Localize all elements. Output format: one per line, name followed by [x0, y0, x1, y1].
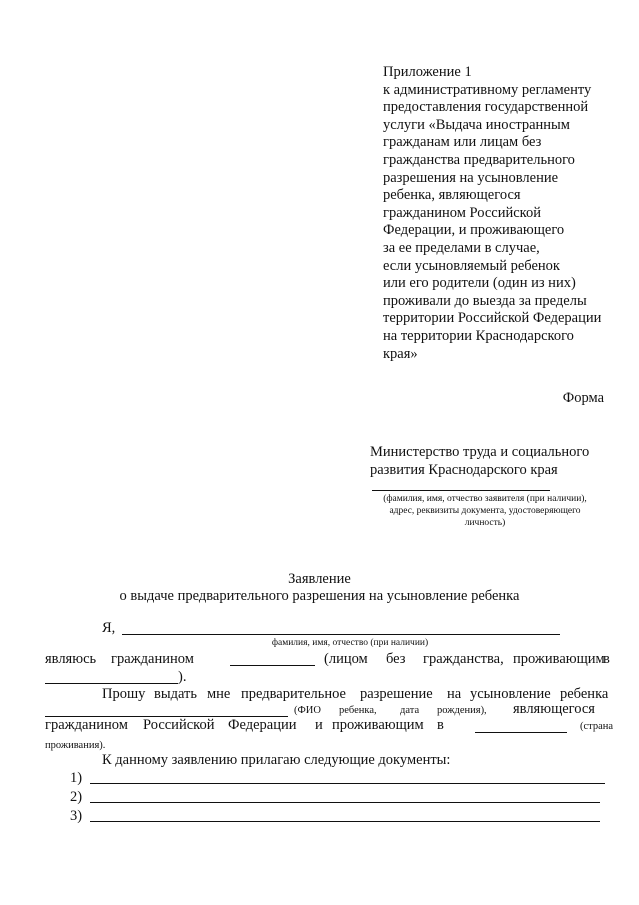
child-hint: ребенка,	[339, 705, 377, 716]
line3-word: Федерации	[228, 717, 297, 733]
request-word: усыновление	[470, 686, 551, 702]
annex-line: за ее пределами в случае,	[383, 239, 540, 256]
child-hint: рождения),	[437, 705, 487, 716]
child-word: являющегося	[513, 701, 595, 717]
country-hint: (страна	[580, 721, 614, 732]
attachment-number: 2)	[70, 789, 83, 805]
attachment-number: 3)	[70, 808, 83, 824]
attachment-field-1[interactable]	[90, 783, 605, 784]
applicant-caption-1: (фамилия, имя, отчество заявителя (при наличии),	[383, 494, 587, 504]
addressee-block	[370, 443, 589, 479]
request-word: разрешение	[360, 686, 433, 702]
attachment-field-2[interactable]	[90, 802, 600, 803]
line3-word: гражданином	[45, 717, 128, 733]
annex-line: услуги «Выдача иностранным	[383, 116, 570, 133]
applicant-caption-3: личность)	[464, 518, 506, 528]
applicant-caption-2: адрес, реквизиты документа, удостоверяющего	[389, 506, 581, 516]
document-subtitle: о выдаче предварительного разрешения на усыновление ребенка	[119, 588, 520, 604]
annex-line: или его родители (один из них)	[383, 275, 576, 292]
form-label: Форма	[562, 390, 604, 406]
request-word: Прошу	[102, 686, 146, 702]
annex-line: территории Российской Федерации	[383, 310, 602, 327]
annex-line: разрешения на усыновление	[383, 169, 559, 186]
annex-line: предоставления государственной	[383, 99, 589, 116]
document-title: Заявление	[288, 571, 351, 587]
annex-line: гражданам или лицам без	[383, 134, 542, 151]
attachments-heading: К данному заявлению прилагаю следующие документы:	[102, 752, 451, 768]
addressee-line-2: развития Краснодарского края	[370, 462, 558, 478]
citizen-word: гражданства,	[423, 651, 504, 667]
annex-line: к административному регламенту	[383, 81, 592, 98]
request-word: на	[447, 686, 462, 702]
annex-line: гражданства предварительного	[383, 151, 575, 168]
request-word: мне	[207, 686, 231, 702]
annex-line: проживали до выезда за пределы	[383, 292, 587, 309]
child-hint: (ФИО	[294, 705, 321, 716]
country-hint: проживания).	[45, 740, 106, 751]
attachment-number: 1)	[70, 770, 83, 786]
annex-block	[383, 64, 623, 363]
citizenship-field[interactable]	[230, 665, 315, 666]
citizen-word: без	[386, 651, 406, 667]
addressee-line-1: Министерство труда и социального	[370, 444, 590, 460]
applicant-data-field[interactable]	[372, 490, 550, 491]
citizen-word: (лицом	[324, 651, 368, 667]
citizen-word: являюсь	[45, 651, 97, 667]
annex-line: если усыновляемый ребенок	[383, 257, 560, 274]
request-word: выдать	[154, 686, 197, 702]
residence-country-field[interactable]	[45, 683, 178, 684]
attachment-field-3[interactable]	[90, 821, 600, 822]
ya-label: Я,	[102, 620, 116, 636]
applicant-name-field[interactable]	[122, 634, 560, 635]
annex-line: края»	[383, 345, 418, 362]
annex-line: на территории Краснодарского	[383, 327, 574, 344]
annex-line: гражданином Российской	[383, 204, 541, 221]
annex-line: Приложение 1	[383, 64, 472, 80]
citizen-word: проживающим	[513, 651, 605, 667]
citizen-word: гражданином	[111, 651, 194, 667]
request-word: ребенка	[560, 686, 609, 702]
line3-word: и	[315, 717, 323, 733]
annex-line: ребенка, являющегося	[383, 187, 521, 204]
closing-bracket: ).	[178, 669, 187, 685]
line3-word: проживающим	[332, 717, 424, 733]
citizen-word: в	[603, 651, 610, 667]
country-field[interactable]	[475, 732, 567, 733]
child-hint: дата	[400, 705, 420, 716]
request-word: предварительное	[241, 686, 346, 702]
line3-word: Российской	[143, 717, 215, 733]
line3-word: в	[437, 717, 444, 733]
annex-line: Федерации, и проживающего	[383, 222, 565, 239]
fio-caption: фамилия, имя, отчество (при наличии)	[271, 638, 429, 648]
